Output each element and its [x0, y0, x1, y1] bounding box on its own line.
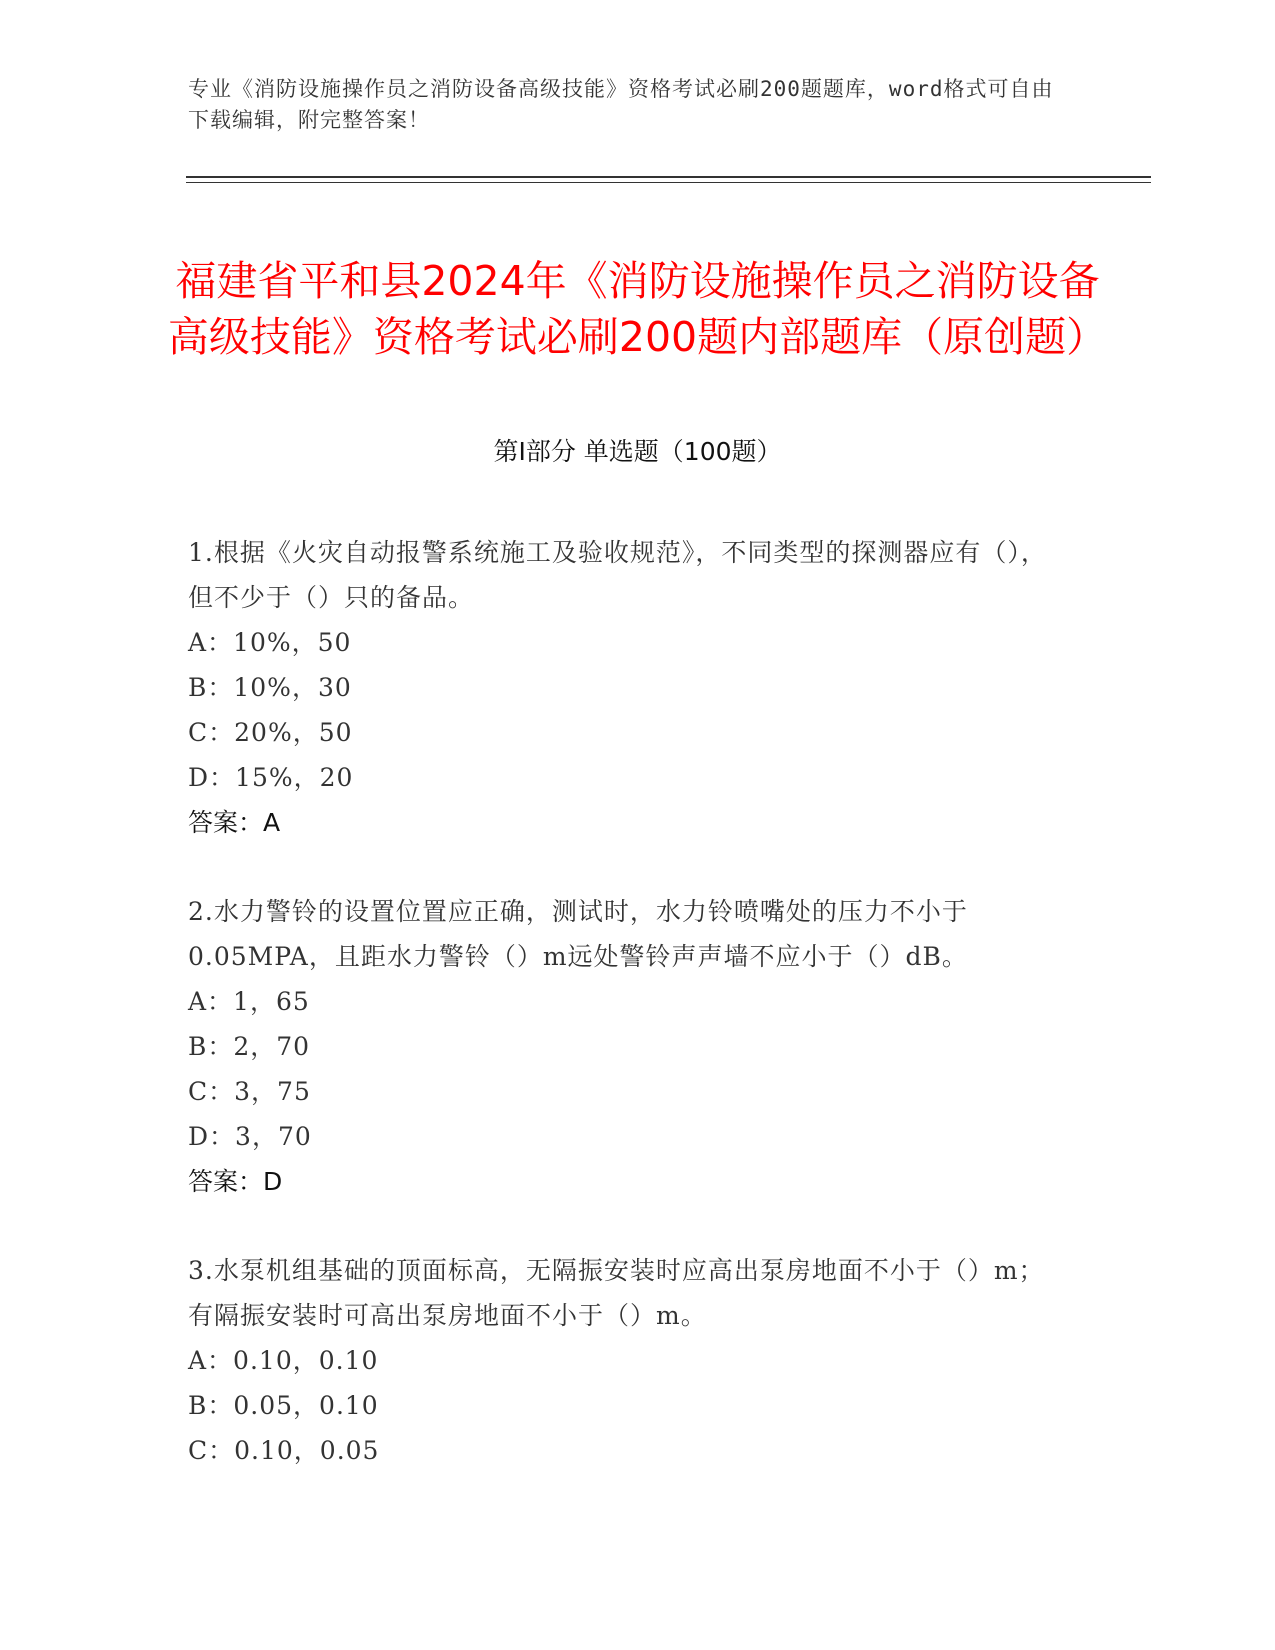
document-title: 福建省平和县2024年《消防设施操作员之消防设备高级技能》资格考试必刷200题内部题库（原创题）	[167, 257, 1108, 362]
option-c: C：0.10，0.05	[188, 1436, 380, 1465]
question-stem: 3.水泵机组基础的顶面标高，无隔振安装时应高出泵房地面不小于（）m；有隔振安装时可高出泵房地面不小于（）m。	[188, 1256, 1045, 1330]
section-heading: 第I部分 单选题（100题）	[493, 437, 782, 466]
option-b: B：10%，30	[188, 673, 352, 702]
answer: 答案：A	[188, 808, 281, 837]
option-a: A：10%，50	[188, 628, 352, 657]
option-c: C：3，75	[188, 1077, 311, 1106]
option-d: D：3，70	[188, 1122, 312, 1151]
option-a: A：1，65	[188, 987, 310, 1016]
option-d: D：15%，20	[188, 763, 354, 792]
question-stem: 2.水力警铃的设置位置应正确，测试时，水力铃喷嘴处的压力不小于0.05MPA，且距水力警铃（）m远处警铃声声墙不应小于（）dB。	[188, 897, 968, 971]
question-stem: 1.根据《火灾自动报警系统施工及验收规范》，不同类型的探测器应有（），但不少于（）只的备品。	[188, 538, 1047, 612]
answer: 答案：D	[188, 1167, 283, 1196]
option-a: A：0.10，0.10	[188, 1346, 379, 1375]
option-b: B：0.05，0.10	[188, 1391, 379, 1420]
header-note: 专业《消防设施操作员之消防设备高级技能》资格考试必刷200题题库，word格式可自由下载编辑，附完整答案！	[188, 77, 1054, 132]
question-2	[188, 889, 1068, 1204]
option-b: B：2，70	[188, 1032, 311, 1061]
header-divider-thin	[186, 182, 1151, 183]
header-divider-thick	[186, 176, 1151, 178]
option-c: C：20%，50	[188, 718, 353, 747]
question-3	[188, 1248, 1068, 1473]
question-list	[188, 530, 1068, 1517]
question-1	[188, 530, 1068, 845]
